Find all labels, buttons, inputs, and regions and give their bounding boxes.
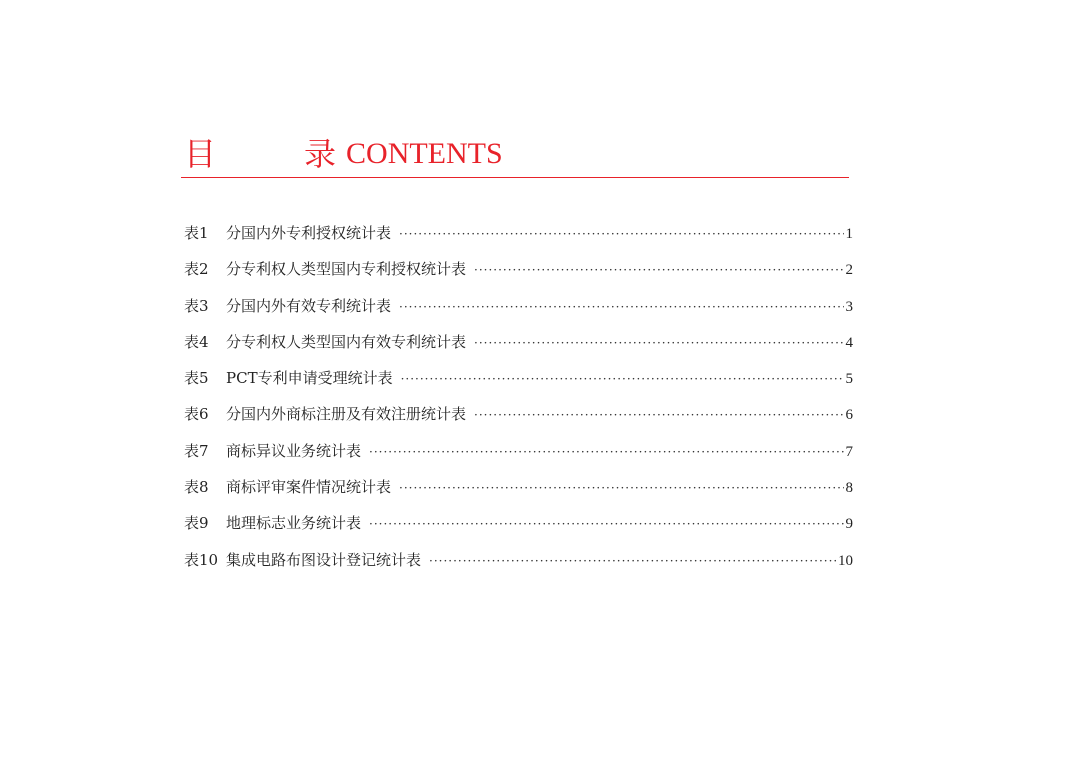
toc-entry-number: 表5 [184, 369, 209, 388]
toc-entry-number: 表7 [184, 441, 209, 460]
toc-entry[interactable] [184, 549, 853, 585]
toc-entry-number: 表8 [184, 478, 209, 497]
toc-dot-leader [474, 259, 843, 281]
page-title [184, 130, 503, 174]
toc-entry-page: 6 [845, 407, 853, 424]
toc-entry-page: 3 [845, 298, 853, 315]
toc-entry[interactable] [184, 367, 853, 403]
title-cn-char-1: 目 [184, 135, 217, 173]
toc-entry-page: 5 [845, 371, 853, 388]
toc-entry-label: 商标异议业务统计表 [226, 441, 362, 460]
toc-dot-leader [474, 404, 843, 426]
toc-entry-page: 1 [845, 226, 853, 242]
toc-entry-number: 表3 [184, 296, 209, 315]
toc-dot-leader [399, 223, 843, 245]
toc-entry[interactable] [184, 440, 853, 476]
title-cn-char-2: 录 [304, 135, 337, 173]
toc-entry-label: 分专利权人类型国内有效专利统计表 [226, 332, 467, 351]
toc-entry[interactable] [184, 295, 853, 331]
toc-entry[interactable] [184, 331, 853, 367]
toc-entry-label: 地理标志业务统计表 [226, 514, 362, 533]
toc-entry-number: 表9 [184, 514, 209, 533]
toc-dot-leader [474, 332, 843, 354]
toc-entry-page: 7 [845, 443, 853, 460]
toc-entry-number: 表6 [184, 405, 209, 424]
title-divider [181, 177, 849, 178]
toc-dot-leader [399, 296, 843, 318]
toc-entry-label: 分国内外有效专利统计表 [226, 296, 392, 315]
title-en: CONTENTS [346, 137, 503, 170]
toc-entry-page: 4 [845, 334, 853, 351]
toc-entry-page: 8 [845, 480, 853, 497]
toc-dot-leader [401, 368, 844, 390]
toc-entry-label: PCT专利申请受理统计表 [226, 369, 393, 388]
toc-entry-label: 分国内外商标注册及有效注册统计表 [226, 405, 467, 424]
toc-entry-label: 商标评审案件情况统计表 [226, 478, 392, 497]
toc-entry[interactable] [184, 403, 853, 439]
toc-entry[interactable] [184, 222, 853, 258]
toc-entry-number: 表2 [184, 260, 209, 279]
toc-entry-page: 10 [838, 552, 853, 569]
toc-entry[interactable] [184, 476, 853, 512]
toc-entry[interactable] [184, 258, 853, 294]
toc-dot-leader [369, 513, 843, 535]
toc-entry-page: 2 [845, 262, 853, 279]
toc-entry[interactable] [184, 512, 853, 548]
toc-entry-page: 9 [845, 516, 853, 533]
toc-dot-leader [369, 441, 843, 463]
toc-entry-number: 表1 [184, 224, 209, 242]
toc-dot-leader [429, 550, 836, 572]
toc-entry-label: 分国内外专利授权统计表 [226, 224, 392, 242]
table-of-contents [184, 222, 853, 585]
toc-entry-label: 分专利权人类型国内专利授权统计表 [226, 260, 467, 279]
toc-entry-label: 集成电路布图设计登记统计表 [226, 550, 422, 569]
toc-entry-number: 表4 [184, 332, 209, 351]
toc-dot-leader [399, 477, 843, 499]
toc-entry-number: 表10 [184, 550, 219, 569]
